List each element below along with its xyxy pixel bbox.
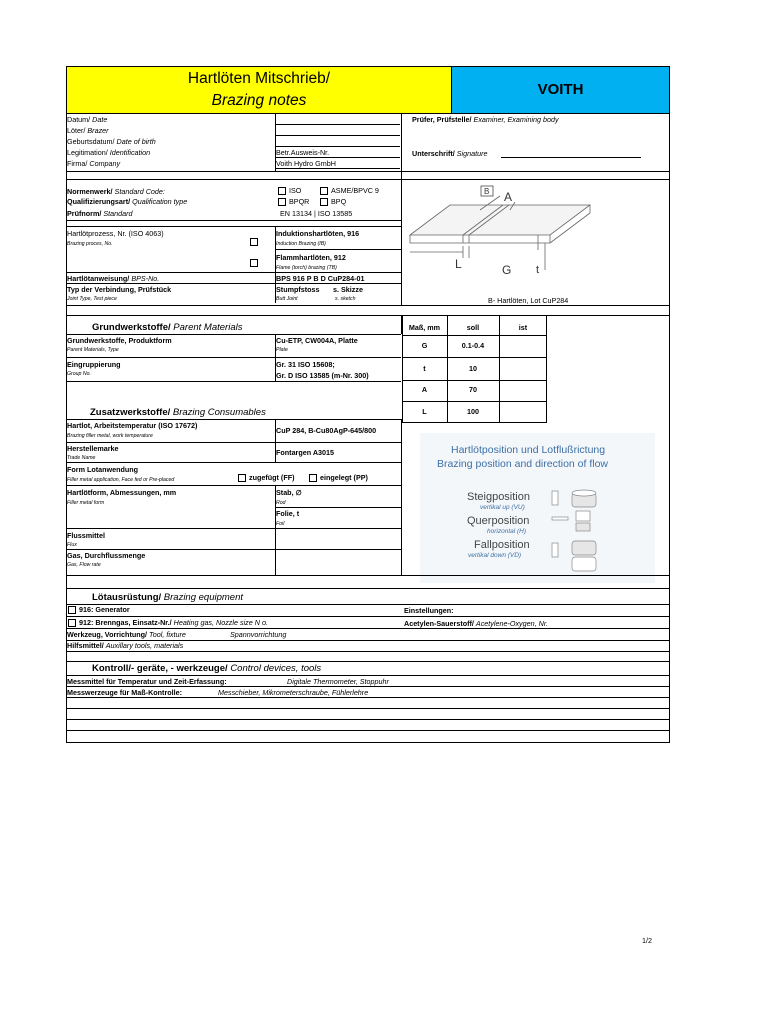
joint-sketch <box>405 180 595 285</box>
brand-block <box>452 67 669 113</box>
position-image <box>420 433 655 583</box>
anweisung-value: BPS 916 P B D CuP284-01 <box>276 274 365 283</box>
flamm-en: Flame (torch) brazing (TB) <box>276 265 337 271</box>
option-bpq[interactable]: BPQ <box>320 197 346 206</box>
sketch-label-t: t <box>536 264 540 276</box>
datum-label: Datum/ Date <box>67 115 108 124</box>
position-p2: Querposition <box>467 515 530 527</box>
grund-row1-value-en: Plate <box>276 347 288 353</box>
position-p2-sub: horizontal (H) <box>487 528 527 535</box>
equipment-brenner: 912: Brenngas, Einsatz-Nr./ Heating gas, Nozzle size N o. <box>68 618 268 627</box>
dims-row-name: L <box>422 407 427 416</box>
lotform-en: Filler metal form <box>67 500 105 506</box>
verbindung-label: Typ der Verbindung, Prüfstück <box>67 285 172 294</box>
induktion-checkbox[interactable] <box>250 238 258 246</box>
asme-checkbox[interactable] <box>320 187 328 195</box>
pruefnorm-label: Prüfnorm/ Standard <box>67 209 133 218</box>
sketch-label-b: B <box>484 187 490 196</box>
dims-row-soll: 10 <box>469 364 477 373</box>
dims-row-name: t <box>423 364 426 373</box>
position-p3: Fallposition <box>474 539 530 551</box>
pp-checkbox[interactable] <box>309 474 317 482</box>
stab-en: Rod <box>276 500 286 506</box>
generator-checkbox[interactable] <box>68 606 76 614</box>
anweisung-label: Hartlötanweisung/ BPS-No. <box>67 274 160 283</box>
grund-row1-en: Parent Materials, Type <box>67 347 119 353</box>
zusatz-heading: Zusatzwerkstoffe/ Brazing Consumables <box>90 407 266 418</box>
dims-row-name: G <box>421 341 428 350</box>
geburt-field[interactable] <box>275 146 400 147</box>
loeter-label: Löter/ Brazer <box>67 126 109 135</box>
sketch-caption: B- Hartlöten, Lot CuP284 <box>488 296 569 305</box>
lot-value: CuP 284, B-Cu80AgP-645/800 <box>276 426 377 435</box>
verbindung-en: Joint Type, Test piece <box>67 296 117 302</box>
hartloetprozess-en: Brazing proces, No. <box>67 241 113 247</box>
control-mass-value: Messchieber, Mikrometerschraube, Fühlerlehre <box>218 688 369 697</box>
einstellungen-label: Einstellungen: <box>404 606 454 615</box>
control-mass-label: Messwerzeuge für Maß-Kontrolle: <box>67 688 183 697</box>
induktion-label: Induktionshartlöten, 916 <box>276 229 360 238</box>
unterschrift-label: Unterschrift/ Signature <box>412 149 488 158</box>
iso-checkbox[interactable] <box>278 187 286 195</box>
sketch-label-l: L <box>455 257 462 271</box>
dims-col-ist: ist <box>518 323 528 332</box>
werkzeug-label: Werkzeug, Vorrichtung/ Tool, fixture <box>67 630 186 639</box>
ff-checkbox[interactable] <box>238 474 246 482</box>
flamm-checkbox[interactable] <box>250 259 258 267</box>
position-title-en: Brazing position and direction of flow <box>437 458 609 470</box>
legit-label: Legitimation/ Identification <box>67 148 151 157</box>
werkzeug-value: Spannvorrichtung <box>230 630 287 639</box>
grund-heading: Grundwerkstoffe/ Parent Materials <box>92 322 243 333</box>
hersteller-en: Trade Name <box>67 455 96 461</box>
skizze-en: s. sketch <box>335 296 356 302</box>
grund-row2-value2: Gr. D ISO 13585 (m-Nr. 300) <box>276 371 369 380</box>
hartloetprozess-label: Hartlötprozess, Nr. (ISO 4063) <box>67 229 164 238</box>
grund-row2-value1: Gr. 31 ISO 15608; <box>276 360 335 369</box>
hilfs-label: Hilfsmittel/ Auxillary tools, materials <box>67 641 184 650</box>
folie-label: Folie, t <box>276 509 300 518</box>
lot-label: Hartlot, Arbeitstemperatur (ISO 17672) <box>67 421 198 430</box>
option-pp[interactable]: eingelegt (PP) <box>309 473 368 482</box>
pruefnorm-value: EN 13134 | ISO 13585 <box>280 209 353 218</box>
flamm-label: Flammhartlöten, 912 <box>276 253 346 262</box>
firma-label: Firma/ Company <box>67 159 121 168</box>
option-iso[interactable]: ISO <box>278 186 301 195</box>
control-temp-label: Messmittel für Temperatur und Zeit-Erfassung: <box>67 677 227 686</box>
dims-row-soll: 0.1-0.4 <box>461 341 485 350</box>
dims-row-name: A <box>421 385 428 394</box>
bpq-checkbox[interactable] <box>320 198 328 206</box>
brand-name: VOITH <box>537 81 584 98</box>
equipment-generator: 916: Generator <box>68 605 130 614</box>
folie-en: Foil <box>276 521 285 527</box>
form-label: Form Lotanwendung <box>67 465 139 474</box>
dims-row-soll: 70 <box>469 385 477 394</box>
position-p3-sub: vertikal down (VD) <box>468 552 522 559</box>
pruefer-label: Prüfer, Prüfstelle/ Examiner, Examining body <box>412 115 559 124</box>
bpqr-checkbox[interactable] <box>278 198 286 206</box>
control-temp-value: Digitale Thermometer, Stoppuhr <box>287 677 389 686</box>
firma-value: Voith Hydro GmbH <box>276 159 336 168</box>
grund-row1-value: Cu-ETP, CW004A, Platte <box>276 336 358 345</box>
loeter-field[interactable] <box>275 135 400 136</box>
title-block <box>67 67 451 113</box>
datum-field[interactable] <box>275 124 400 125</box>
fluss-label: Flussmittel <box>67 531 105 540</box>
normenwerk-label: Normenwerk/ Standard Code: <box>67 187 165 196</box>
lot-en: Brazing filler metal, work temperature <box>67 433 153 439</box>
signature-field[interactable] <box>501 157 641 158</box>
equipment-heading: Lötausrüstung/ Brazing equipment <box>92 592 243 603</box>
page-number: 1/2 <box>642 936 652 945</box>
qualifik-label: Qualifizierungsart/ Qualification type <box>67 197 188 206</box>
verbindung-value-en: Butt Joint <box>276 296 298 302</box>
title-line1: Hartlöten Mitschrieb/ <box>187 70 331 87</box>
control-heading: Kontroll/- geräte, - werkzeuge/ Control devices, tools <box>92 663 322 674</box>
title-line2: Brazing notes <box>211 92 307 109</box>
grund-row1-label: Grundwerkstoffe, Produktform <box>67 336 172 345</box>
form-en: Filler metal application, Face fed or Pre-placed <box>67 477 175 483</box>
position-p1: Steigposition <box>467 491 530 503</box>
hersteller-value: Fontargen A3015 <box>276 448 335 457</box>
grund-row2-label: Eingruppierung <box>67 360 121 369</box>
grund-row2-en: Group No. <box>67 371 91 377</box>
position-title-de: Hartlötposition und Lotflußrictung <box>451 444 606 456</box>
option-ff[interactable]: zugefügt (FF) <box>238 473 295 482</box>
brenner-checkbox[interactable] <box>68 619 76 627</box>
lotform-label: Hartlötform, Abmessungen, mm <box>67 488 177 497</box>
dims-col-mass: Maß, mm <box>408 323 441 332</box>
gas-en: Gas, Flow rate <box>67 562 101 568</box>
option-bpqr[interactable]: BPQR <box>278 197 309 206</box>
sketch-label-g: G <box>502 263 512 277</box>
stab-label: Stab, ∅ <box>276 488 302 497</box>
verbindung-value: Stumpfstoss <box>276 285 320 294</box>
hersteller-label: Herstellemarke <box>67 444 119 453</box>
dims-col-soll: soll <box>466 323 480 332</box>
dims-row-soll: 100 <box>467 407 479 416</box>
geburt-label: Geburtsdatum/ Date of birth <box>67 137 156 146</box>
position-pictograms <box>550 483 610 578</box>
induktion-en: Induction Brazing (IB) <box>276 241 326 247</box>
skizze-label: s. Skizze <box>333 285 363 294</box>
fluss-en: Flux <box>67 542 77 548</box>
sketch-label-a: A <box>504 190 513 204</box>
gas-label: Gas, Durchflussmenge <box>67 551 146 560</box>
position-p1-sub: vertikal up (VU) <box>480 504 525 511</box>
legit-value: Betr.Ausweis-Nr. <box>276 148 330 157</box>
option-asme[interactable]: ASME/BPVC 9 <box>320 186 379 195</box>
acetylen-label: Acetylen-Sauerstoff/ Acetylene-Oxygen, Nr. <box>404 619 548 628</box>
